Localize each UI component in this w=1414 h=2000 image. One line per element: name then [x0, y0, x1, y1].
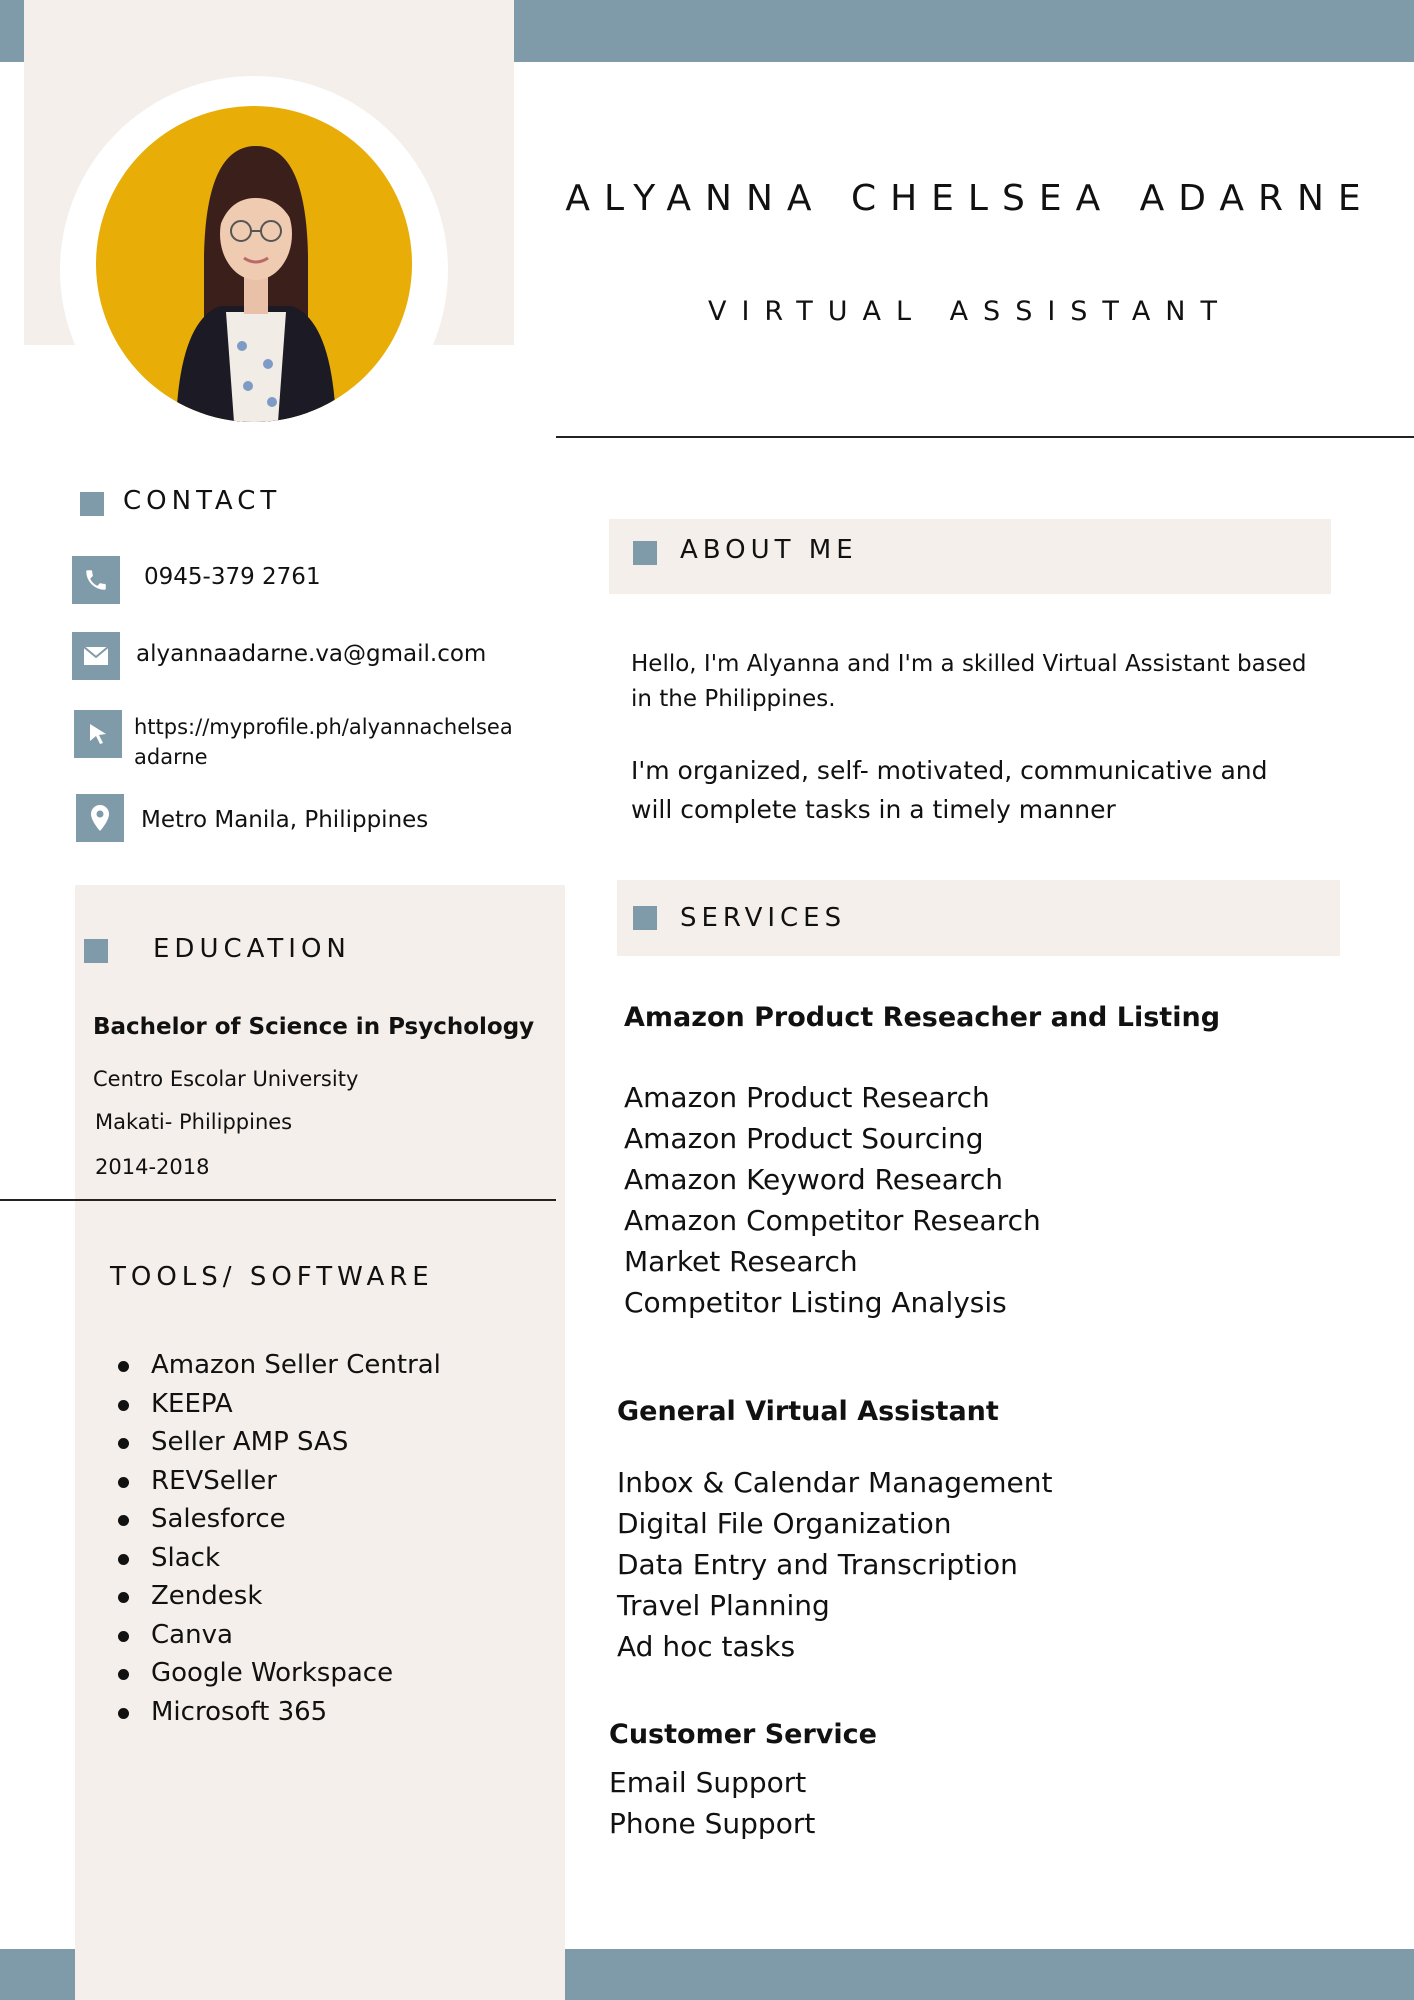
about-intro-line-1: Hello, I'm Alyanna and I'm a skilled Virtual Assistant based — [631, 651, 1307, 677]
tools-heading: TOOLS/ SOFTWARE — [110, 1262, 434, 1292]
website-link[interactable] — [134, 712, 513, 772]
education-school: Centro Escolar University — [93, 1067, 359, 1091]
list-item: Competitor Listing Analysis — [624, 1286, 1007, 1319]
profile-photo — [96, 106, 412, 422]
education-heading: EDUCATION — [153, 934, 351, 964]
about-marker — [633, 541, 657, 565]
list-item: Digital File Organization — [617, 1507, 952, 1540]
list-item: KEEPA — [151, 1385, 441, 1424]
cursor-icon — [74, 710, 122, 758]
about-traits-line-2: will complete tasks in a timely manner — [631, 795, 1116, 824]
list-item: Phone Support — [609, 1807, 816, 1840]
service-group-list — [617, 1462, 1053, 1667]
portrait-illustration — [96, 106, 412, 422]
contact-marker — [80, 492, 104, 516]
list-item: Amazon Product Research — [624, 1081, 990, 1114]
list-item: Zendesk — [151, 1577, 441, 1616]
website-line-1: https://myprofile.ph/alyannachelsea — [134, 715, 513, 739]
services-marker — [633, 906, 657, 930]
bottom-panel-extension — [75, 1949, 565, 2000]
about-intro-line-2: in the Philippines. — [631, 686, 836, 712]
website-line-2: adarne — [134, 745, 208, 769]
service-group-title: Customer Service — [609, 1719, 877, 1750]
phone-number: 0945-379 2761 — [144, 564, 321, 590]
list-item: Slack — [151, 1539, 441, 1578]
email-address[interactable]: alyannaadarne.va@gmail.com — [136, 641, 487, 667]
education-divider — [0, 1199, 556, 1201]
list-item: Ad hoc tasks — [617, 1630, 796, 1663]
education-degree: Bachelor of Science in Psychology — [93, 1014, 535, 1040]
service-group-title: Amazon Product Reseacher and Listing — [624, 1002, 1221, 1033]
about-traits-line-1: I'm organized, self- motivated, communicative and — [631, 756, 1268, 785]
job-title: VIRTUAL ASSISTANT — [708, 296, 1232, 327]
services-heading: SERVICES — [680, 903, 847, 933]
full-name: ALYANNA CHELSEA ADARNE — [565, 178, 1375, 219]
list-item: REVSeller — [151, 1462, 441, 1501]
list-item: Amazon Competitor Research — [624, 1204, 1041, 1237]
list-item: Inbox & Calendar Management — [617, 1466, 1053, 1499]
about-heading: ABOUT ME — [680, 535, 858, 565]
list-item: Data Entry and Transcription — [617, 1548, 1018, 1581]
list-item: Amazon Product Sourcing — [624, 1122, 984, 1155]
contact-heading: CONTACT — [123, 486, 282, 516]
about-intro — [631, 647, 1306, 717]
list-item: Travel Planning — [617, 1589, 830, 1622]
list-item: Salesforce — [151, 1500, 441, 1539]
education-marker — [84, 939, 108, 963]
education-years: 2014-2018 — [95, 1155, 210, 1179]
tools-list — [151, 1346, 441, 1731]
service-group-title: General Virtual Assistant — [617, 1396, 999, 1427]
list-item: Canva — [151, 1616, 441, 1655]
service-group-list — [609, 1762, 815, 1844]
about-traits — [631, 751, 1268, 829]
service-group-list — [624, 1077, 1041, 1323]
list-item: Amazon Keyword Research — [624, 1163, 1003, 1196]
education-place: Makati- Philippines — [95, 1110, 293, 1134]
phone-icon — [72, 556, 120, 604]
list-item: Google Workspace — [151, 1654, 441, 1693]
list-item: Email Support — [609, 1766, 807, 1799]
location-pin-icon — [76, 794, 124, 842]
list-item: Market Research — [624, 1245, 858, 1278]
list-item: Amazon Seller Central — [151, 1346, 441, 1385]
location: Metro Manila, Philippines — [141, 807, 429, 833]
email-icon — [72, 632, 120, 680]
header-divider — [556, 436, 1414, 438]
list-item: Seller AMP SAS — [151, 1423, 441, 1462]
list-item: Microsoft 365 — [151, 1693, 441, 1732]
